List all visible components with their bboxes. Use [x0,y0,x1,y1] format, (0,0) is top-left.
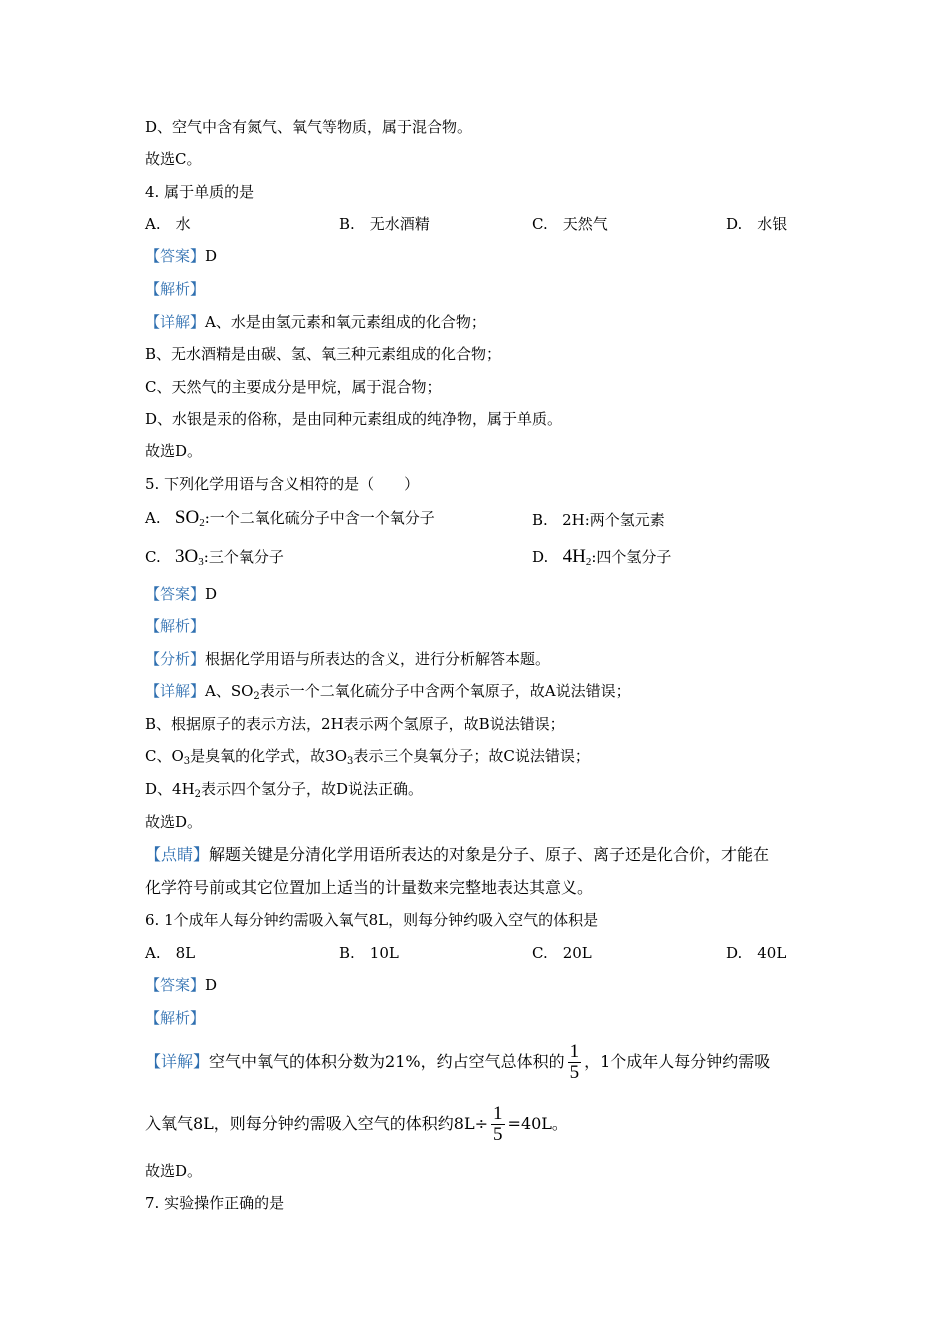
text-line: 故选D。 [145,1162,203,1180]
q4-detail: 【详解】A、水是由氢元素和氧元素组成的化合物； [145,313,486,331]
fraction-one-fifth: $\frac{1}{5}$ [569,1041,580,1083]
q5-answer: 【答案】D [145,585,218,603]
q4-answer: 【答案】D [145,247,218,265]
q6-analysis-tag: 【解析】 [145,1009,206,1027]
text-line: 故选D。 [145,442,203,460]
text-line: B、根据原子的表示方法，2H表示两个氢原子，故B说法错误； [145,715,565,733]
text-line: 化学符号前或其它位置加上适当的计量数来完整地表达其意义。 [145,878,594,897]
answer-tag: 【答案】 [145,247,206,265]
q6-option-a: A. 8L [145,944,196,962]
q5-option-d: D. $4H_2$:四个氢分子 [532,546,672,568]
text-line: D、水银是汞的俗称，是由同种元素组成的纯净物，属于单质。 [145,410,563,428]
text-line: 故选C。 [145,150,202,168]
text-line: 入氧气8L，则每分钟约需吸入空气的体积约8L÷ $\frac{1}{5}$ =40L。 [145,1103,568,1145]
q6-option-b: B. 10L [339,944,399,962]
q4-option-c: C. 天然气 [532,215,608,233]
q4-option-b: B. 无水酒精 [339,215,430,233]
q6-answer: 【答案】D [145,976,218,994]
text-line: D、空气中含有氮气、氧气等物质，属于混合物。 [145,118,473,136]
q5-option-a: A. $SO_2$:一个二氧化硫分子中含一个氧分子 [145,507,435,529]
question-6: 6. 1个成年人每分钟约需吸入氧气8L，则每分钟约吸入空气的体积是 [145,911,599,929]
q6-option-c: C. 20L [532,944,592,962]
q5-option-b: B. 2H:两个氢元素 [532,511,665,529]
q5-tip: 【点睛】解题关键是分清化学用语所表达的对象是分子、原子、离子还是化合价，才能在 [145,845,770,864]
text-line: C、天然气的主要成分是甲烷，属于混合物； [145,378,442,396]
q6-detail: 【详解】空气中氧气的体积分数为21%，约占空气总体积的 $\frac{1}{5}$ ，1个成年人每分钟约需吸 [145,1041,771,1083]
question-7: 7. 实验操作正确的是 [145,1194,285,1212]
q4-option-d: D. 水银 [726,215,788,233]
q4-analysis-tag: 【解析】 [145,280,206,298]
q5-analysis-tag: 【解析】 [145,617,206,635]
fraction-one-fifth: $\frac{1}{5}$ [493,1103,503,1145]
question-4: 4. 属于单质的是 [145,183,255,201]
q4-option-a: A. 水 [145,215,191,233]
q5-fenxi: 【分析】根据化学用语与所表达的含义，进行分析解答本题。 [145,650,551,668]
q6-option-d: D. 40L [726,944,787,962]
q5-option-c: C. $3O_3$:三个氧分子 [145,546,284,568]
question-5: 5. 下列化学用语与含义相符的是（ ） [145,475,420,493]
text-line: 故选D。 [145,813,203,831]
q5-detail: 【详解】A、$SO_2$表示一个二氧化硫分子中含两个氧原子，故A说法错误； [145,682,631,702]
text-line: D、$4H_2$表示四个氢分子，故D说法正确。 [145,780,424,800]
text-line: C、$O_3$是臭氧的化学式，故$3O_3$表示三个臭氧分子；故C说法错误； [145,747,590,767]
text-line: B、无水酒精是由碳、氢、氧三种元素组成的化合物； [145,345,502,363]
